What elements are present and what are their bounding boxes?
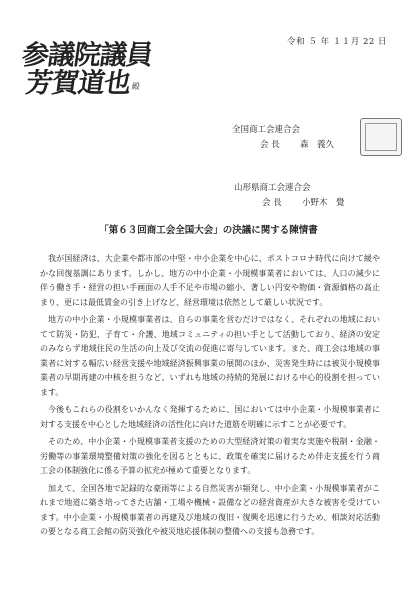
body-paragraph: 我が国経済は、大企業や都市部の中堅・中小企業を中心に、ポストコロナ時代に向けて緩やかな回復基調にあります。しかし、地方の中小企業・小規模事業者においては、人口の減少に伴う働き手・経営の担い手画面の人手不足や市場の縮小、著しい円安や物価・資源価格の高止まり、更には最低賃金の引き上げなど、経営環境は依然として厳しい状況です。 xyxy=(40,254,380,307)
document-body xyxy=(40,252,380,543)
document-title: 「第６３回商工会全国大会」の決議に関する陳情書 xyxy=(99,225,318,236)
addressee-name: 芳賀道也 xyxy=(23,68,133,100)
sender-title-name-row xyxy=(234,196,345,211)
sender-prefecture xyxy=(234,181,345,211)
body-paragraph: 地方の中小企業・小規模事業者は、自らの事業を営むだけではなく、それぞれの地域においてて防災・防犯、子育て・介護、地域コミュニティの担い手として活動しており、経済の安定のみならず地域住民の生活の向上及び交流の促進に寄与しています。また、商工会は地域の事業者に対する幅広い経営支援や地域経済振興事業の展開のほか、災害発生時には被災小規模事業者の早期再建の中核を担うなど、いずれも地域の持続的発展における中心的役割を担っています。 xyxy=(40,315,380,397)
sender-name: 小野木 覺 xyxy=(302,198,345,208)
sender-title-name-row xyxy=(232,138,334,153)
body-paragraph: 今後もこれらの役割をいかんなく発揮するために、国においては中小企業・小規模事業者に対する支援を中心とした地域経済の活性化に向けた道筋を明確に示すことが必要です。 xyxy=(40,405,380,429)
sender-title: 会 長 xyxy=(260,140,280,150)
sender-name: 森 義久 xyxy=(300,140,335,150)
addressee-title: 参議院議員 xyxy=(19,40,155,71)
body-paragraph: そのため、中小企業・小規模事業者支援のための大型経済対策の着実な実施や税制・金融・労働等の事業環境整備対策の強化を図るとともに、政策を確実に届けるため伴走支援を行う商工会の体制強化に係る予算の拡充が極めて重要となります。 xyxy=(40,437,380,475)
addressee xyxy=(19,40,155,100)
addressee-name-row xyxy=(24,70,154,98)
sender-national xyxy=(232,123,334,153)
document-date: 令和 ５ 年 １１月 22 日 xyxy=(287,37,387,47)
seal-icon xyxy=(360,118,402,156)
sender-title: 会 長 xyxy=(262,198,282,208)
addressee-honorific: 殿 xyxy=(131,82,140,92)
sender-org: 山形県商工会連合会 xyxy=(234,183,311,193)
body-paragraph: 加えて、全国各地で記録的な豪雨等による自然災害が頻発し、中小企業・小規模事業者がこれまで地道に築き培ってきた店舗・工場や機械・設備などの経営資産が大きな被害を受けています。中小企業・小規模事業者の再建及び地域の復旧・復興を迅速に行うため、相談対応活動の要となる商工会館の防災強化や被災地応援体制の整備への支援も急務です。 xyxy=(40,483,380,536)
sender-org: 全国商工会連合会 xyxy=(232,125,301,135)
